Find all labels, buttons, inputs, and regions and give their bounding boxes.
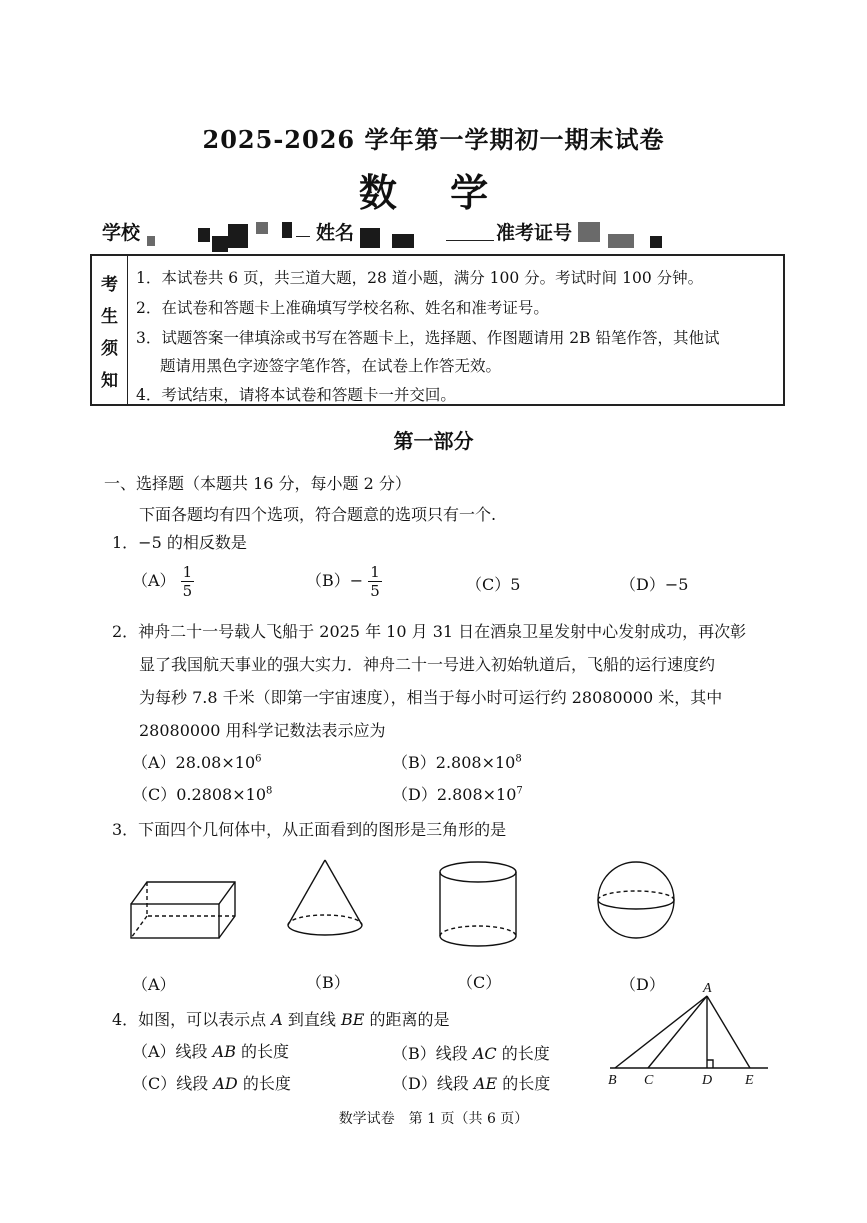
label-b: B (608, 1073, 617, 1088)
notice-side-char: 知 (101, 370, 118, 391)
label-e: E (745, 1073, 754, 1088)
notice-line: 3．试题答案一律填涂或书写在答题卡上，选择题、作图题请用 2B 铅笔作答，其他试 (136, 329, 720, 347)
q1-option-a (132, 563, 194, 600)
redaction-mark (282, 222, 292, 238)
q1-a-numerator: 1 (182, 563, 193, 581)
q4-a-seg: AB (212, 1042, 236, 1061)
notice-line: 2．在试卷和答题卡上准确填写学校名称、姓名和准考证号。 (136, 299, 549, 317)
q4-c-seg: AD (213, 1074, 238, 1093)
q4-d-pre: （D）线段 (392, 1074, 474, 1093)
segment-ac (648, 996, 707, 1068)
redaction-mark (578, 222, 600, 242)
right-angle-mark (707, 1060, 713, 1068)
q2-b-text: （B）2.808×10 (392, 753, 516, 772)
q4-b-pre: （B）线段 (392, 1044, 473, 1063)
redaction-mark (608, 234, 634, 248)
q2-option-c (132, 782, 272, 805)
q4-stem-text: 到直线 (282, 1010, 342, 1029)
q4-option-c (132, 1071, 291, 1094)
q2-line: 显了我国航天事业的强大实力．神舟二十一号进入初始轨道后，飞船的运行速度约 (139, 655, 716, 674)
q4-line-be: BE (341, 1010, 365, 1029)
q3-label-d: （D） (620, 975, 665, 994)
segment-ab (615, 996, 707, 1068)
segment-ae (707, 996, 750, 1068)
q2-d-exponent: 7 (516, 785, 523, 797)
cylinder-figure (440, 862, 516, 946)
subject-title: 数 学 (358, 170, 509, 215)
cuboid-figure (131, 882, 235, 938)
q2-option-d (392, 782, 523, 805)
exam-id-label: 准考证号 (496, 222, 573, 244)
underline (446, 240, 494, 241)
q4-a-post: 的长度 (235, 1042, 290, 1061)
q3-label-b: （B） (306, 973, 350, 992)
q3-stem: 3．下面四个几何体中，从正面看到的图形是三角形的是 (112, 820, 507, 839)
q2-b-exponent: 8 (515, 753, 522, 765)
q1-option-d: （D）−5 (620, 575, 689, 594)
q4-b-seg: AC (472, 1044, 497, 1063)
name-label: 姓名 (316, 222, 355, 244)
q4-point-a: A (271, 1010, 283, 1029)
notice-side-char: 须 (101, 338, 118, 359)
redaction-mark (212, 236, 228, 252)
q4-option-a (132, 1039, 289, 1062)
school-label: 学校 (102, 222, 141, 244)
q2-d-text: （D）2.808×10 (392, 785, 517, 804)
q1-option-b (306, 563, 382, 600)
exam-title: 2025-2026 学年第一学期初一期末试卷 (202, 125, 665, 154)
q1-b-fraction (368, 563, 382, 600)
q1-b-denominator: 5 (370, 582, 380, 600)
q1-a-fraction (181, 563, 195, 600)
q4-b-post: 的长度 (496, 1044, 550, 1063)
q2-line: 2．神舟二十一号载人飞船于 2025 年 10 月 31 日在酒泉卫星发射中心发射成功，再次彰 (112, 622, 747, 641)
q2-line: 28080000 用科学记数法表示应为 (139, 721, 386, 740)
q4-a-pre: （A）线段 (132, 1042, 213, 1061)
q1-a-label: （A） (132, 571, 176, 590)
q2-option-b (392, 750, 522, 773)
q4-c-post: 的长度 (237, 1074, 291, 1093)
q4-c-pre: （C）线段 (132, 1074, 214, 1093)
cone-figure (288, 860, 362, 935)
q2-c-exponent: 8 (266, 785, 273, 797)
redaction-mark (147, 236, 155, 246)
notice-line: 4．考试结束，请将本试卷和答题卡一并交回。 (136, 386, 456, 404)
q4-geometry-figure (590, 980, 780, 1092)
redaction-mark (198, 228, 210, 242)
section-title: 第一部分 (393, 429, 474, 453)
notice-line: 题请用黑色字迹签字笔作答，在试卷上作答无效。 (160, 357, 502, 375)
q1-stem: 1．−5 的相反数是 (112, 533, 247, 552)
q1-b-label: （B）− (306, 571, 364, 590)
part-heading: 一、选择题（本题共 16 分，每小题 2 分） (104, 474, 411, 493)
q3-label-a: （A） (132, 975, 176, 994)
q4-stem-text: 4．如图，可以表示点 (112, 1010, 272, 1029)
label-c: C (644, 1073, 654, 1088)
notice-side-char: 考 (101, 274, 118, 295)
part-instruction: 下面各题均有四个选项，符合题意的选项只有一个. (139, 505, 497, 524)
q4-option-b (392, 1041, 550, 1064)
redaction-mark (228, 224, 248, 248)
q3-label-c: （C） (457, 973, 502, 992)
label-a: A (703, 981, 712, 996)
q4-d-seg: AE (473, 1074, 498, 1093)
underline (296, 236, 310, 237)
label-d: D (702, 1073, 713, 1088)
q2-option-a (132, 750, 262, 773)
q1-b-numerator: 1 (370, 563, 380, 581)
q2-c-text: （C）0.2808×10 (132, 785, 266, 804)
notice-box (90, 254, 785, 406)
q3-figures (0, 850, 867, 960)
q2-a-text: （A）28.08×10 (132, 753, 256, 772)
q1-option-c: （C）5 (466, 575, 521, 594)
q4-stem (112, 1007, 450, 1030)
redaction-mark (256, 222, 268, 234)
q2-a-exponent: 6 (255, 753, 262, 765)
q4-option-d (392, 1071, 550, 1094)
notice-side-label (92, 256, 128, 404)
sphere-figure (598, 862, 674, 938)
q2-line: 为每秒 7.8 千米（即第一宇宙速度），相当于每小时可运行约 28080000 米，其中 (139, 688, 723, 707)
notice-side-char: 生 (101, 306, 118, 327)
notice-line: 1．本试卷共 6 页，共三道大题，28 道小题，满分 100 分。考试时间 100 分钟。 (136, 269, 704, 287)
redaction-mark (650, 236, 662, 248)
q4-d-post: 的长度 (497, 1074, 551, 1093)
q1-a-denominator: 5 (182, 582, 193, 600)
redaction-mark (360, 228, 380, 248)
redaction-mark (392, 234, 414, 248)
q4-stem-text: 的距离的是 (364, 1010, 450, 1029)
page-footer: 数学试卷 第 1 页（共 6 页） (338, 1111, 529, 1127)
